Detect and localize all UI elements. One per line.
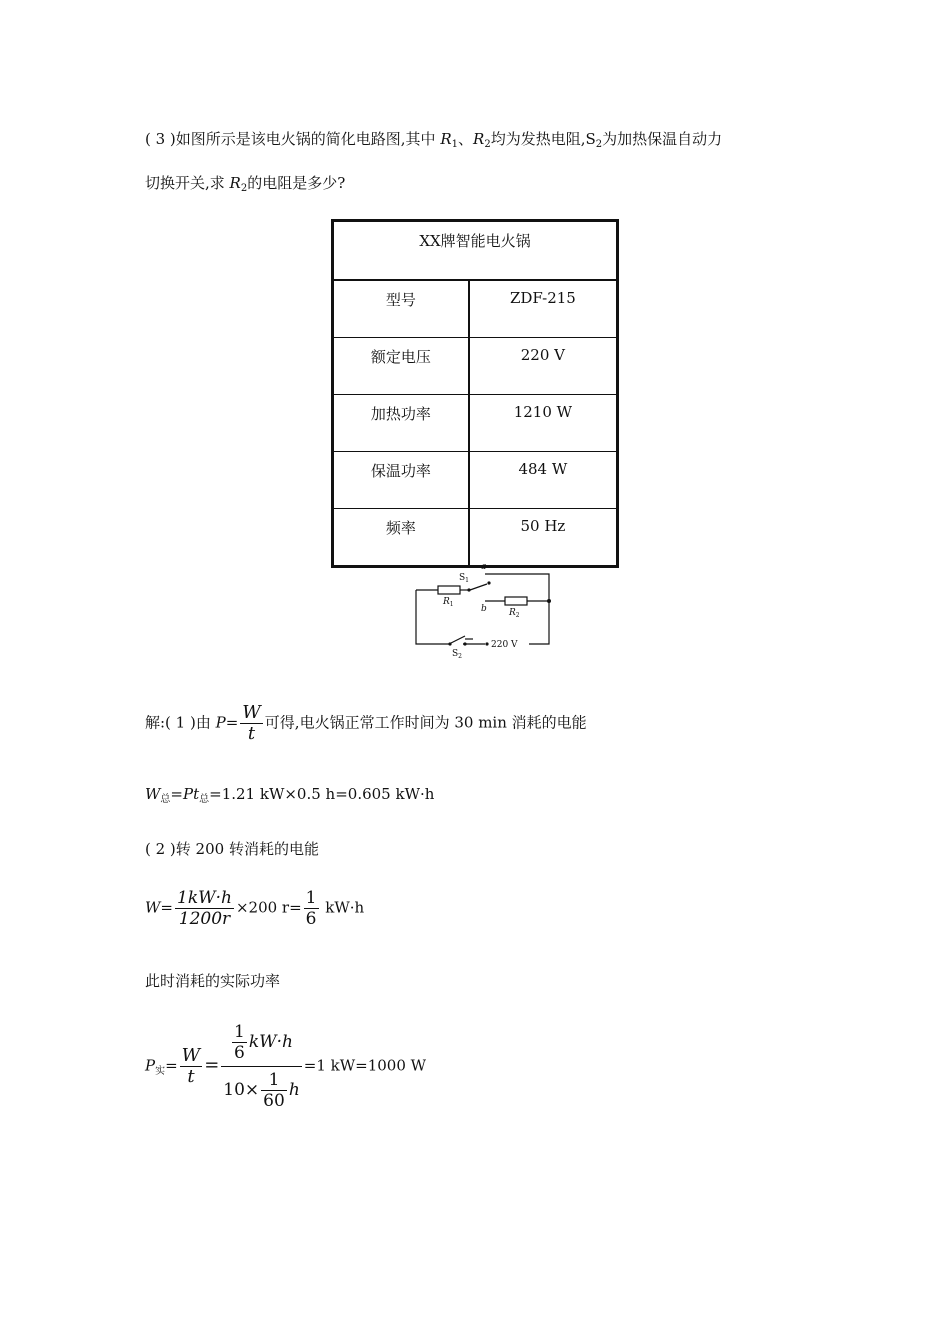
q3-text-b: 均为发热电阻, <box>490 130 586 148</box>
equals: = <box>170 785 183 803</box>
circuit-label-b: b <box>481 604 487 614</box>
solution-step-1b <box>145 785 434 803</box>
circuit-label-a: a <box>481 562 487 572</box>
spec-label: 保温功率 <box>333 452 469 509</box>
spec-label: 型号 <box>333 280 469 338</box>
ten-times: 10× <box>223 1080 260 1100</box>
r2-symbol-b: R <box>229 174 241 192</box>
frac-numerator: 1 <box>234 1022 245 1042</box>
frac-numerator: 1kW·h <box>177 888 232 908</box>
symbol-p: P <box>145 1056 156 1075</box>
unit-h: h <box>288 1080 300 1100</box>
separator: 、 <box>458 130 474 148</box>
frac-denominator: 1200r <box>178 909 231 929</box>
spec-value: 50 Hz <box>469 509 618 567</box>
equals: = <box>204 1054 220 1076</box>
s2b-unit: kW·h <box>320 898 365 917</box>
spec-value: 1210 W <box>469 395 618 452</box>
frac-denominator <box>221 1067 301 1111</box>
table-row <box>333 509 618 567</box>
r1-subscript: 1 <box>451 139 458 150</box>
solution-step-3b <box>145 1022 426 1111</box>
r2-symbol: R <box>473 130 485 148</box>
s1-prefix: 解:( 1 )由 <box>145 713 216 732</box>
spec-value: ZDF-215 <box>469 280 618 338</box>
s2-subscript: 2 <box>595 139 603 150</box>
spec-label: 频率 <box>333 509 469 567</box>
s3b-rest: =1 kW=1000 W <box>303 1056 427 1075</box>
solution-step-1 <box>145 703 587 744</box>
q3-text-c: 为加热保温自动力 <box>602 130 723 148</box>
circuit-label-voltage: 220 V <box>491 640 518 650</box>
fraction-w-over-t <box>240 703 263 744</box>
table-row <box>333 338 618 395</box>
fraction-w-over-t <box>180 1046 203 1087</box>
equals: = <box>165 1056 178 1075</box>
frac-numerator: 1 <box>261 1070 287 1091</box>
spec-table <box>331 219 619 568</box>
spec-label: 额定电压 <box>333 338 469 395</box>
solution-step-2b <box>145 888 364 929</box>
question-3-line-1 <box>145 128 722 149</box>
r2-subscript: 2 <box>484 139 491 150</box>
p-subscript: 实 <box>155 1065 166 1077</box>
table-row <box>333 395 618 452</box>
s1-suffix: 可得,电火锅正常工作时间为 30 min 消耗的电能 <box>264 713 587 732</box>
spec-value: 220 V <box>469 338 618 395</box>
solution-step-2: ( 2 )转 200 转消耗的电能 <box>145 840 319 858</box>
circuit-diagram <box>405 560 565 660</box>
symbol-p: P <box>215 713 226 732</box>
symbol-pt: Pt <box>183 785 200 803</box>
frac-numerator: W <box>242 702 261 723</box>
s1b-rest: =1.21 kW×0.5 h=0.605 kW·h <box>209 785 435 803</box>
frac-numerator: W <box>181 1045 201 1066</box>
fraction-one-sixtieth <box>261 1070 287 1111</box>
circuit-label-s1: $S_1$ <box>459 573 469 584</box>
table-row <box>333 280 618 338</box>
q3-text-e: 的电阻是多少? <box>247 174 346 192</box>
frac-numerator: 1 <box>305 888 317 908</box>
s2b-mid: ×200 r= <box>235 898 302 917</box>
spec-table-title: XX牌智能电火锅 <box>333 221 618 281</box>
q3-text-d: 切换开关,求 <box>145 174 230 192</box>
question-3-line-2 <box>145 172 345 193</box>
frac-denominator: t <box>187 1066 195 1087</box>
equals: = <box>225 713 239 732</box>
circuit-label-s2: $S_2$ <box>452 649 462 660</box>
symbol-w: W <box>145 785 161 803</box>
symbol-w: W <box>145 898 161 917</box>
table-row <box>333 452 618 509</box>
w-subscript: 总 <box>160 794 171 805</box>
resistor-r1 <box>438 586 460 594</box>
frac-numerator <box>221 1022 301 1067</box>
r1-symbol: R <box>440 130 452 148</box>
solution-step-3: 此时消耗的实际功率 <box>145 972 281 990</box>
frac-denominator: t <box>247 723 256 744</box>
t-subscript: 总 <box>199 794 210 805</box>
frac-denominator: 60 <box>263 1091 285 1111</box>
frac-denominator: 6 <box>234 1043 245 1063</box>
r2-subscript-b: 2 <box>240 183 248 194</box>
fraction-compound <box>221 1022 301 1111</box>
fraction-kwh-over-r <box>175 888 234 929</box>
circuit-label-r1: $R_1$ <box>443 597 454 608</box>
spec-label: 加热功率 <box>333 395 469 452</box>
circuit-label-r2: $R_2$ <box>509 608 520 619</box>
fraction-one-sixth <box>232 1022 247 1063</box>
resistor-r2 <box>505 597 527 605</box>
unit-kwh: kW·h <box>248 1032 293 1052</box>
equals: = <box>160 898 173 917</box>
spec-value: 484 W <box>469 452 618 509</box>
frac-denominator: 6 <box>305 909 317 929</box>
s2-symbol: S <box>585 130 596 148</box>
fraction-one-sixth <box>304 888 319 929</box>
q3-text-a: ( 3 )如图所示是该电火锅的简化电路图,其中 <box>145 130 441 148</box>
